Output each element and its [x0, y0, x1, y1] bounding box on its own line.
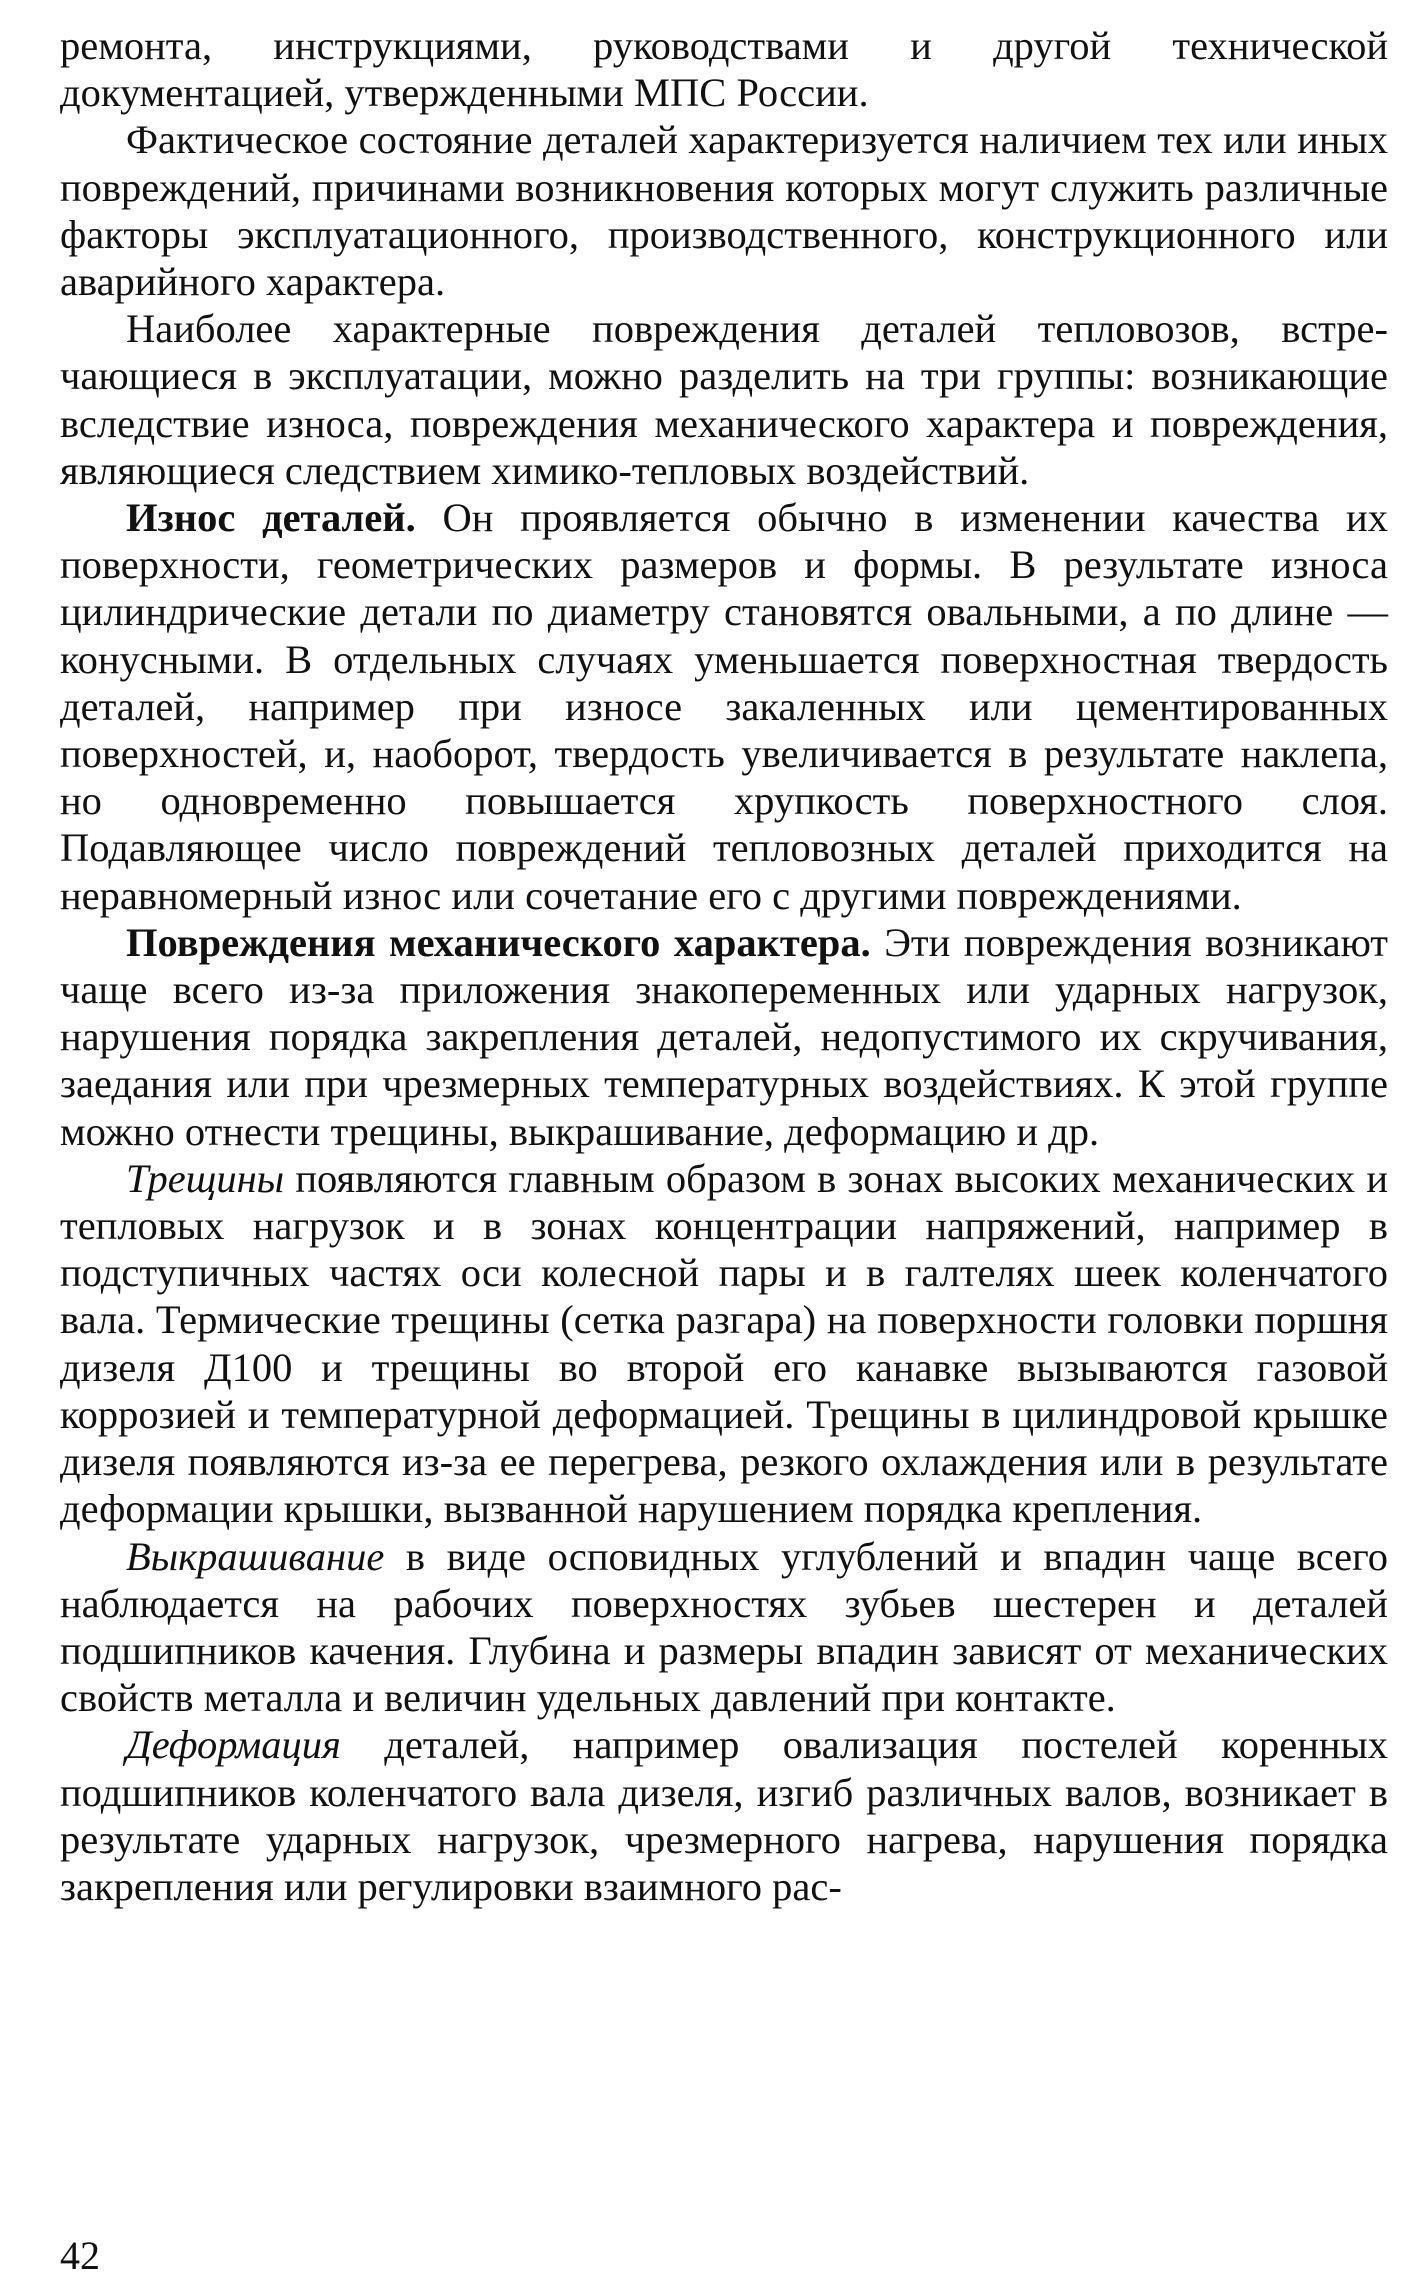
- term-cracks: Трещины: [126, 1155, 285, 1201]
- term-spalling: Выкрашивание: [126, 1533, 385, 1579]
- paragraph-text: в виде осповидных углублений и впадин чаще всего наблюдается на рабочих поверхностях зубьев шестерен и деталей подшипников качения. Глубина и размеры впадин зависят от механических свойств металла и величин удельных давлений при контакте.: [60, 1533, 1388, 1721]
- paragraph-text: Эти повреждения возникают чаще всего из-за приложения знакопеременных или ударных нагрузок, нарушения порядка закрепления деталей, недопустимого их скручивания, заедания или при чрезмерных температурных воздействиях. К этой группе можно отнести трещины, выкрашивание, деформацию и др.: [60, 919, 1388, 1154]
- section-lead-wear: Износ деталей.: [126, 495, 416, 541]
- paragraph-text: ремонта, инструкциями, руководствами и другой технической документацией, утвержденными МПС России.: [60, 23, 1388, 116]
- paragraph-spalling: [60, 1533, 1388, 1722]
- page-number: 42: [60, 2233, 100, 2278]
- paragraph-deformation: [60, 1721, 1388, 1910]
- paragraph-continuation: [60, 22, 1388, 116]
- term-deformation: Деформация: [126, 1722, 341, 1768]
- paragraph-mechanical-damage: [60, 919, 1388, 1155]
- paragraph-text: деталей, например овализация постелей коренных подшипников коленчатого вала дизеля, изгиб различных валов, возникает в результате ударных нагрузок, чрезмерного нагрева, нарушения порядка закрепления или регулировки взаимного рас-: [60, 1722, 1388, 1909]
- paragraph-text: Фактическое состояние деталей характеризуется наличием тех или иных повреждений, причинами возникновения которых могут служить различные факторы эксплуатационного, производственного, конструкционного или аварийного характера.: [60, 117, 1388, 305]
- paragraph-text: Наиболее характерные повреждения деталей тепловозов, встречающиеся в эксплуатации, можно разделить на три группы: возникающие вследствие износа, повреждения механического характера и повреждения, являющиеся следствием химико-тепловых воздействий.: [60, 306, 1388, 493]
- paragraph-text: появляются главным образом в зонах высоких механических и тепловых нагрузок и в зонах концентрации напряжений, например в подступичных частях оси колесной пары и в галтелях шеек коленчатого вала. Термические трещины (сетка разгара) на поверхности головки поршня дизеля Д100 и трещины во второй его канавке вызываются газовой коррозией и температурной деформацией. Трещины в цилиндровой крышке дизеля появляются из-за ее перегрева, резкого охлаждения или в результате деформации крышки, вызванной нарушением порядка крепления.: [60, 1155, 1388, 1532]
- section-lead-mechanical: Повреждения механического характера.: [126, 919, 871, 965]
- paragraph-text: Он проявляется обычно в изменении качества их поверхности, геометрических размеров и формы. В результате износа цилиндрические детали по диаметру становятся овальными, а по длине — конусными. В отдельных случаях уменьшается поверхностная твердость деталей, например при износе закаленных или цементированных поверхностей, и, наоборот, твердость увеличивается в результате наклепа, но одновременно повышается хрупкость поверхностного слоя. Подавляющее число повреждений тепловозных деталей приходится на неравномерный износ или сочетание его с другими повреждениями.: [60, 495, 1388, 918]
- paragraph-actual-condition: [60, 116, 1388, 305]
- page-text: [60, 22, 1388, 1910]
- paragraph-cracks: [60, 1155, 1388, 1533]
- paragraph-wear: [60, 494, 1388, 919]
- paragraph-damage-groups: [60, 305, 1388, 494]
